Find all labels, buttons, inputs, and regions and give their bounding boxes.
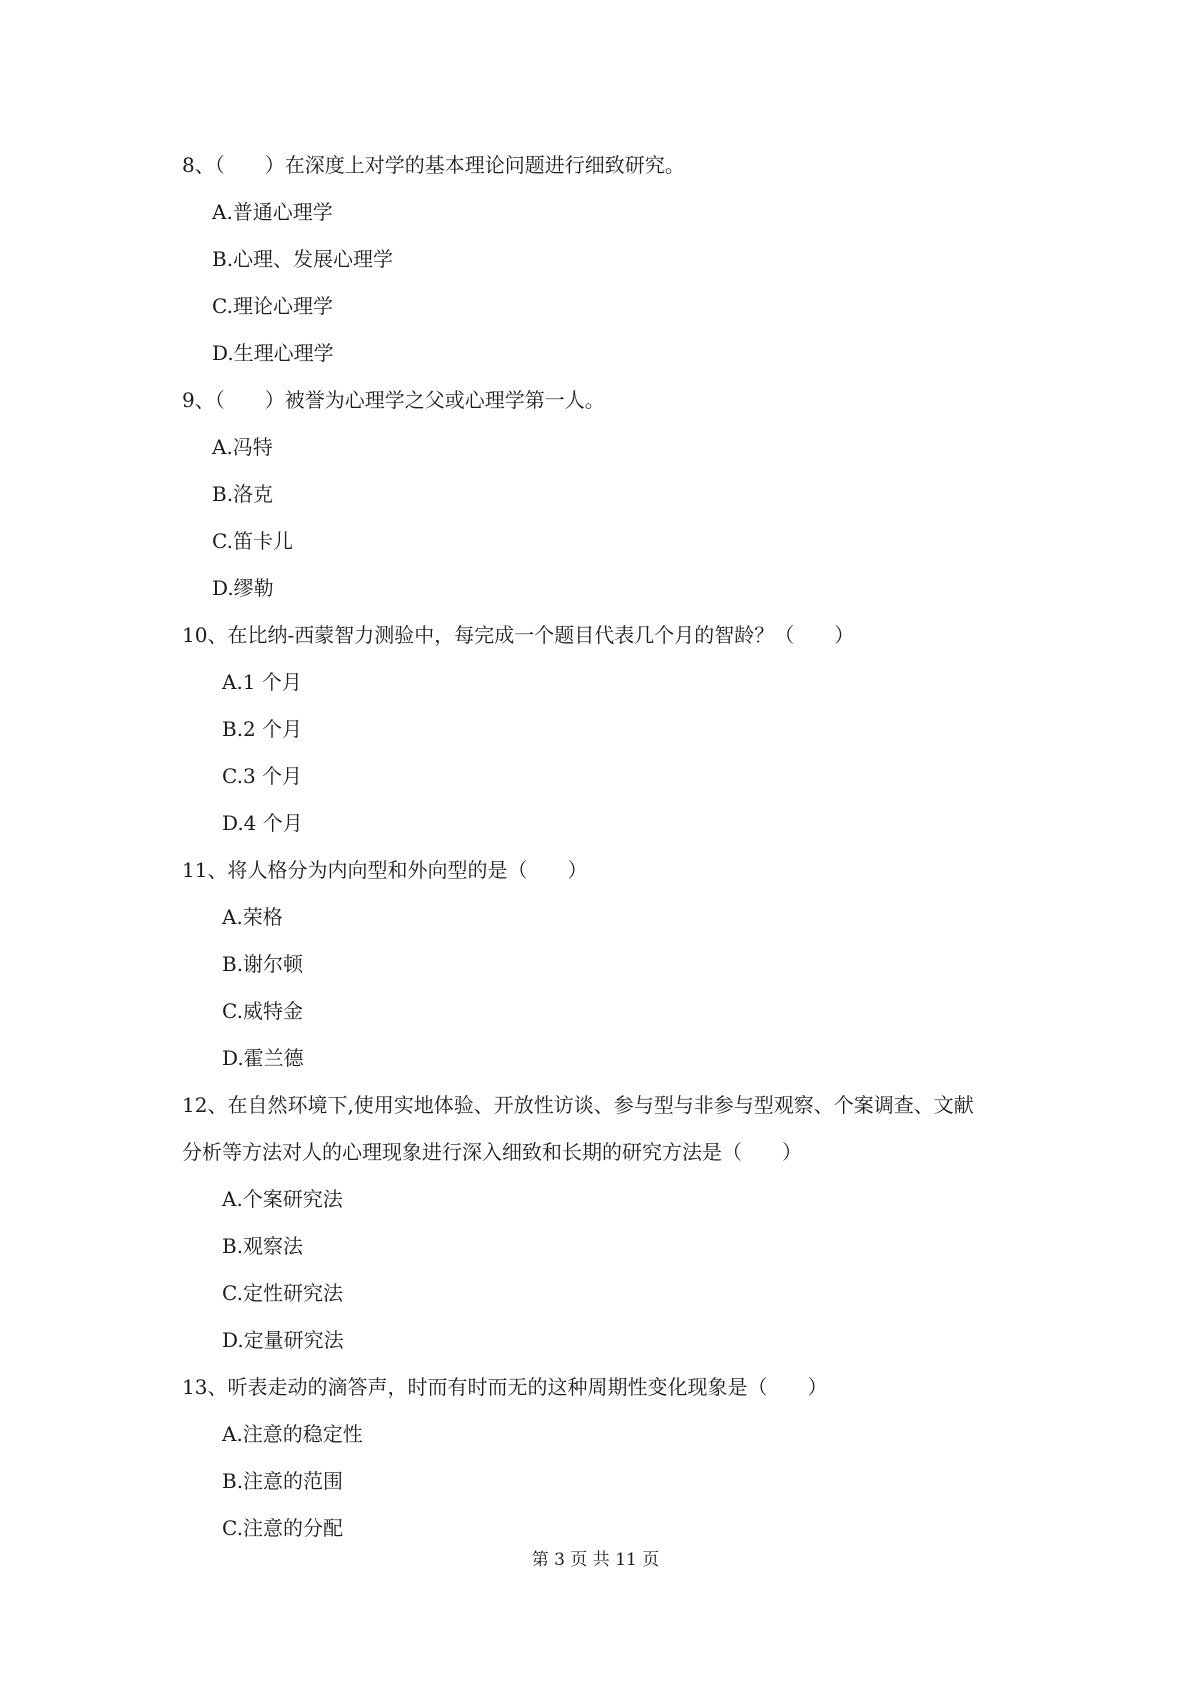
page-footer: 第 3 页 共 11 页: [531, 1550, 660, 1570]
question-9-option-d: D.缪勒: [212, 576, 274, 600]
question-13-option-b: B.注意的范围: [222, 1469, 344, 1493]
question-12-option-a: A.个案研究法: [222, 1187, 343, 1211]
question-12-option-b: B.观察法: [222, 1234, 304, 1258]
question-list: [0, 142, 1191, 1552]
question-11-option-c: C.威特金: [222, 999, 303, 1023]
question-12-stem: 12、在自然环境下,使用实地体验、开放性访谈、参与型与非参与型观察、个案调查、文献: [182, 1093, 974, 1117]
question-10-option-c: C.3 个月: [222, 764, 303, 788]
question-11-option-d: D.霍兰德: [222, 1046, 304, 1070]
question-9-option-a: A.冯特: [212, 435, 273, 459]
question-12-stem-continued: 分析等方法对人的心理现象进行深入细致和长期的研究方法是（ ）: [182, 1140, 802, 1164]
question-10-option-a: A.1 个月: [222, 670, 302, 694]
question-10-option-b: B.2 个月: [222, 717, 303, 741]
question-12-option-d: D.定量研究法: [222, 1328, 344, 1352]
question-8-option-c: C.理论心理学: [212, 294, 333, 318]
question-12-option-c: C.定性研究法: [222, 1281, 343, 1305]
question-8-option-d: D.生理心理学: [212, 341, 334, 365]
question-8-option-b: B.心理、发展心理学: [212, 247, 394, 271]
question-11-option-b: B.谢尔顿: [222, 952, 304, 976]
question-9-stem: 9、（ ）被誉为心理学之父或心理学第一人。: [182, 388, 605, 412]
question-13-stem: 13、听表走动的滴答声，时而有时而无的这种周期性变化现象是（ ）: [182, 1375, 828, 1399]
question-11-stem: 11、将人格分为内向型和外向型的是（ ）: [182, 858, 588, 882]
question-13-option-c: C.注意的分配: [222, 1516, 343, 1540]
question-8-option-a: A.普通心理学: [212, 200, 333, 224]
question-8-stem: 8、（ ）在深度上对学的基本理论问题进行细致研究。: [182, 153, 685, 177]
question-11-option-a: A.荣格: [222, 905, 283, 929]
question-9-option-c: C.笛卡儿: [212, 529, 293, 553]
question-13-option-a: A.注意的稳定性: [222, 1422, 363, 1446]
question-10-option-d: D.4 个月: [222, 811, 303, 835]
question-10-stem: 10、在比纳-西蒙智力测验中，每完成一个题目代表几个月的智龄？（ ）: [182, 623, 855, 647]
question-9-option-b: B.洛克: [212, 482, 274, 506]
